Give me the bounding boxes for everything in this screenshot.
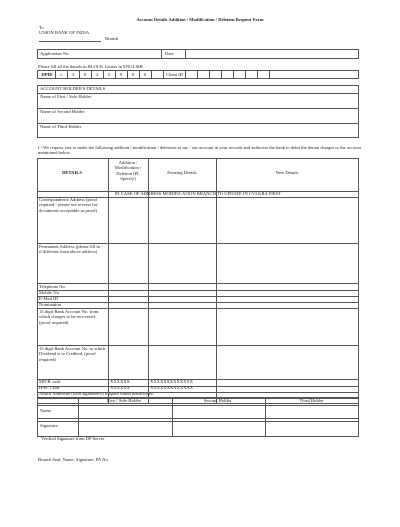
dpid-label: DPID — [41, 71, 53, 77]
micr-existing-mask: XXXXXXXXXXXXX — [150, 379, 194, 384]
bank-account-dividend-input[interactable] — [108, 344, 359, 378]
second-holder-label: Name of Second Holder — [40, 109, 85, 114]
dpid-digit: 1 — [59, 72, 63, 77]
branch-label: Branch — [105, 36, 119, 41]
permanent-address-input[interactable] — [108, 242, 359, 282]
bank-account-charges-label: 15 digit Bank Account No. from which charges to be recovered. (proof required) — [39, 309, 99, 325]
ifsc-new-input[interactable] — [216, 384, 359, 390]
dpid-digit: 9 — [119, 72, 123, 77]
holders-heading: ACCOUNT HOLDER'S DETAILS — [40, 86, 106, 91]
mobile-label: Mobile No. — [39, 290, 61, 295]
micr-label: MICR code — [39, 379, 61, 384]
third-holder-field[interactable] — [130, 122, 359, 138]
ifsc-action-mask: XXXXXX — [110, 385, 130, 390]
date-field[interactable] — [190, 49, 359, 59]
ifsc-label: IFSC Code — [39, 385, 60, 390]
dpid-digit: 5 — [107, 72, 111, 77]
block-letters-instruction: Please fill all the details in BLOCK Letters in ENGLISH — [38, 64, 143, 69]
dpid-digit: 3 — [71, 72, 75, 77]
correspondence-address-label: Correspondence Address (proof required - please see reverse for documents acceptable as proof) — [39, 197, 98, 213]
application-no-label: Application No. — [40, 51, 70, 56]
permanent-address-label: Permanent Address (please fill in - if different from above address) — [39, 244, 103, 255]
address-modification-banner: IN CASE OF ADDRESS MODIFICATION BRANCH TO UPDATE IN CVLKRA FIRST — [114, 191, 282, 196]
holder-names-input[interactable] — [78, 405, 359, 421]
application-no-field[interactable] — [75, 49, 159, 59]
telephone-label: Telephone No. — [39, 284, 66, 289]
bank-name: UNION BANK OF INDIA — [39, 30, 90, 35]
date-label: Date — [165, 51, 174, 56]
ifsc-existing-mask: XXXXXXXXXXXXX — [150, 385, 194, 390]
first-holder-label: Name of First / Sole Holder — [40, 94, 92, 99]
bank-account-dividend-label: 15 digit Bank Account No. to which Dividend is to Credited. (proof required) — [39, 346, 106, 362]
email-label: E-Mail ID — [39, 296, 59, 301]
client-id-field[interactable] — [185, 71, 360, 78]
dpid-row — [37, 70, 359, 79]
client-id-label: Client ID — [165, 71, 184, 77]
branch-line — [39, 41, 101, 42]
second-holder-column: Second Holder — [203, 398, 232, 403]
dpid-digit: 2 — [95, 72, 99, 77]
telephone-input[interactable] — [108, 282, 359, 289]
col-existing-header: Existing Details — [167, 170, 197, 175]
micr-action-mask: XXXXXX — [110, 379, 130, 384]
form-title: Account Details Addition / Modification / Deletion Request Form — [136, 17, 264, 22]
third-holder-label: Name of Third Holder — [40, 124, 82, 129]
signature-name-label: Name — [40, 408, 51, 413]
to-label: To — [39, 25, 44, 30]
verified-signature-note: Verified Signature from DP Server — [41, 436, 105, 441]
dpid-digit: 0 — [143, 72, 147, 77]
second-holder-field[interactable] — [130, 107, 359, 122]
branch-seal-note: Branch Seal, Name, Signature, PA No. — [38, 457, 109, 462]
col-new-header: New Details — [275, 170, 299, 175]
bank-account-charges-input[interactable] — [108, 307, 359, 344]
dpid-digit: 0 — [131, 72, 135, 77]
dpid-digit: 0 — [83, 72, 87, 77]
third-holder-column: Third Holder — [299, 398, 324, 403]
first-holder-field[interactable] — [130, 92, 359, 107]
annexure-note: Attach Annexure (with signature/s) if space found insufficient. — [39, 391, 154, 396]
request-statement: I / We request you to make the following addition / modification / deletions to my / our account in your records and authorise the bank to debit the demat charges to the account mentioned below. — [38, 145, 362, 156]
correspondence-address-input[interactable] — [108, 197, 359, 242]
signature-label: Signature — [40, 423, 58, 428]
first-holder-column: First / Sole Holder — [106, 398, 142, 403]
col-details-header: DETAILS — [62, 170, 82, 175]
col-action-header: Addition / Modification / Deletion (Pl. Specify) — [114, 160, 142, 181]
nomination-label: Nomination — [39, 302, 61, 307]
holder-signatures-input[interactable] — [78, 421, 359, 437]
